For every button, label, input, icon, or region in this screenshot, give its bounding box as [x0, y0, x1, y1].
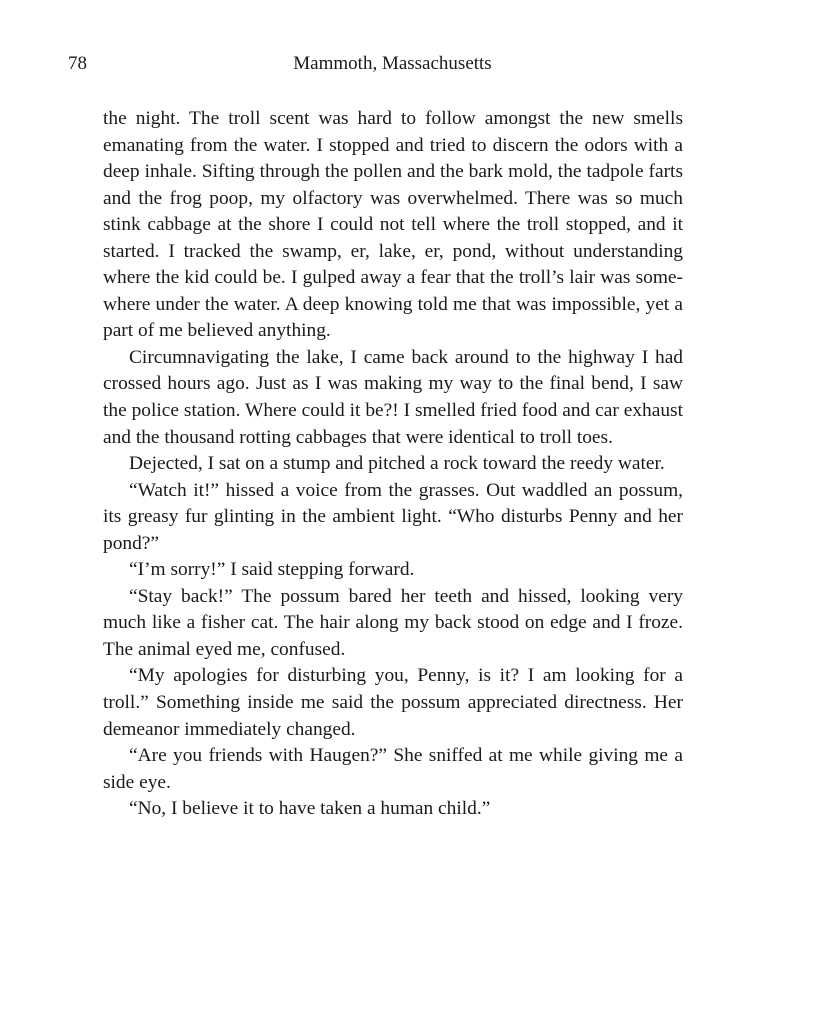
page-number: 78: [68, 53, 87, 74]
running-title: Mammoth, Massachusetts: [293, 53, 492, 74]
paragraph: Circumnavigating the lake, I came back around to the highway I had crossed hours ago. Just as I was making my way to the final bend, I saw the police station. Where could it be?! I smelled fried food and car exhaust and the thousand rotting cabbages that were identical to troll toes.: [103, 346, 683, 448]
paragraph: “Stay back!” The possum bared her teeth and hissed, looking very much like a fisher cat. The hair along my back stood on edge and I froze. The animal eyed me, confused.: [103, 585, 683, 660]
body-text: [103, 106, 683, 823]
paragraph: “I’m sorry!” I said stepping forward.: [129, 559, 415, 581]
running-head: [0, 50, 819, 78]
paragraph: the night. The troll scent was hard to follow amongst the new smells emanating from the water. I stopped and tried to discern the odors with a deep inhale. Sifting through the pollen and the bark mold, the tadpole farts and the frog poop, my olfactory was overwhelmed. There was so much stink cabbage at the shore I could not tell where the troll stopped, and it started. I tracked the swamp, er, lake, er, pond, without understanding where the kid could be. I gulped away a fear that the troll’s lair was somewhere under the water. A deep knowing told me that was impossible, yet a part of me believed anything.: [103, 108, 683, 342]
paragraph: “My apologies for disturbing you, Penny, is it? I am looking for a troll.” Something inside me said the possum appreciated directness. Her demeanor immediately changed.: [103, 665, 683, 740]
paragraph: “Are you friends with Haugen?” She sniffed at me while giving me a side eye.: [103, 745, 683, 793]
paragraph: “Watch it!” hissed a voice from the grasses. Out waddled an possum, its greasy fur glinting in the ambient light. “Who disturbs Penny and her pond?”: [103, 479, 683, 554]
paragraph: “No, I believe it to have taken a human child.”: [129, 798, 491, 820]
paragraph: Dejected, I sat on a stump and pitched a rock toward the reedy water.: [129, 453, 665, 475]
